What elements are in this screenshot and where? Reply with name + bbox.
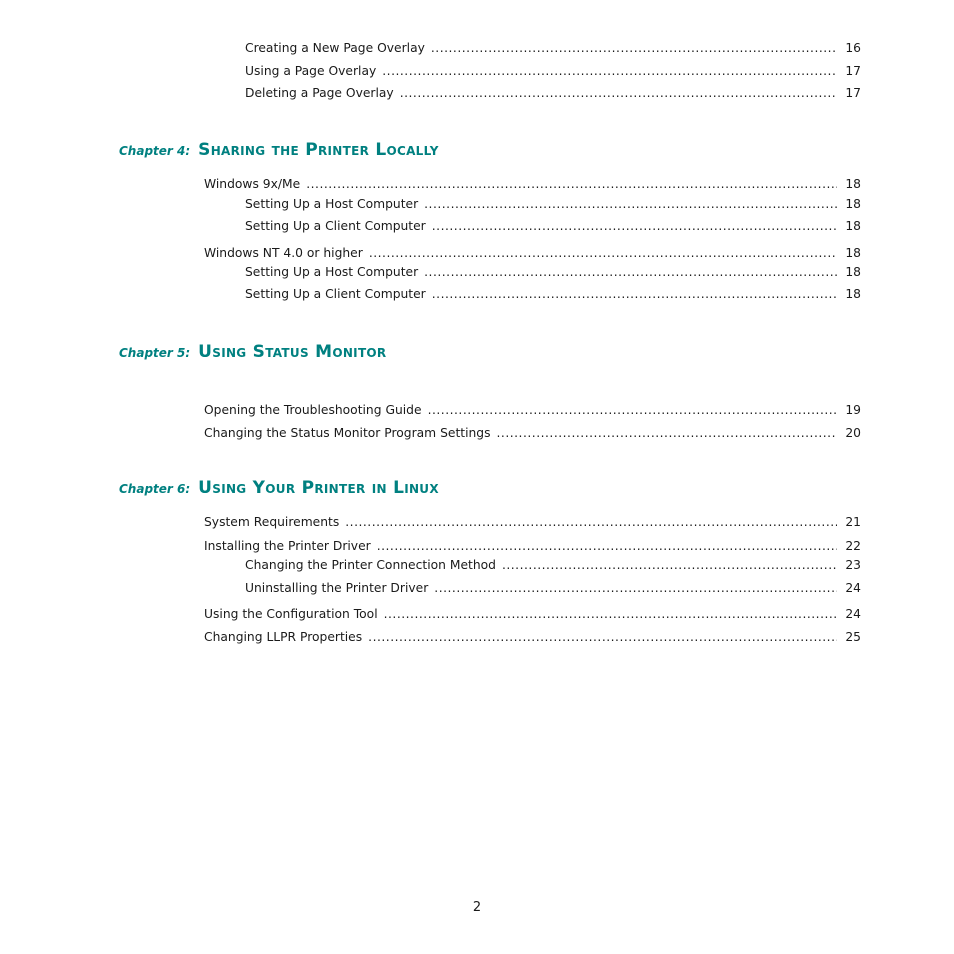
toc-entry-title: Changing the Printer Connection Method: [245, 558, 496, 572]
toc-entry[interactable]: [245, 41, 861, 56]
dot-leader: [431, 41, 837, 56]
toc-entry-page: 25: [845, 630, 861, 644]
toc-entry[interactable]: [204, 403, 861, 418]
dot-leader: [400, 86, 838, 101]
toc-entry[interactable]: [245, 287, 861, 302]
toc-entry-page: 24: [845, 607, 861, 621]
dot-leader: [384, 607, 838, 622]
dot-leader: [424, 265, 837, 280]
toc-entry-page: 17: [845, 64, 861, 78]
dot-leader: [428, 403, 838, 418]
toc-entry-title: Deleting a Page Overlay: [245, 86, 394, 100]
toc-entry-page: 18: [845, 197, 861, 211]
chapter-title: Sharing the Printer Locally: [198, 140, 439, 160]
chapter-heading[interactable]: [119, 140, 439, 160]
toc-entry[interactable]: [245, 64, 861, 79]
dot-leader: [497, 426, 838, 441]
toc-entry-page: 20: [845, 426, 861, 440]
dot-leader: [382, 64, 837, 79]
toc-entry-page: 21: [845, 515, 861, 529]
toc-entry-title: Opening the Troubleshooting Guide: [204, 403, 422, 417]
toc-entry[interactable]: [245, 265, 861, 280]
toc-entry-title: Using a Page Overlay: [245, 64, 377, 78]
toc-entry-page: 18: [845, 219, 861, 233]
toc-entry-title: Uninstalling the Printer Driver: [245, 581, 429, 595]
dot-leader: [377, 539, 838, 554]
toc-entry-title: Windows 9x/Me: [204, 177, 301, 191]
toc-entry-title: Windows NT 4.0 or higher: [204, 246, 363, 260]
chapter-heading[interactable]: [119, 478, 439, 498]
toc-entry-title: Installing the Printer Driver: [204, 539, 371, 553]
toc-entry-title: Setting Up a Host Computer: [245, 265, 419, 279]
toc-entry-title: Setting Up a Client Computer: [245, 219, 426, 233]
chapter-label: Chapter 6:: [119, 482, 191, 496]
toc-entry[interactable]: [204, 607, 861, 622]
toc-entry[interactable]: [245, 86, 861, 101]
toc-entry[interactable]: [245, 558, 861, 573]
chapter-label: Chapter 5:: [119, 346, 191, 360]
dot-leader: [368, 630, 837, 645]
toc-entry-page: 22: [845, 539, 861, 553]
toc-entry[interactable]: [204, 539, 861, 554]
toc-entry[interactable]: [245, 197, 861, 212]
toc-entry-title: Changing the Status Monitor Program Settings: [204, 426, 491, 440]
toc-entry-title: Setting Up a Client Computer: [245, 287, 426, 301]
toc-entry-page: 18: [845, 265, 861, 279]
chapter-heading[interactable]: [119, 342, 386, 362]
toc-entry-page: 18: [845, 287, 861, 301]
toc-entry-title: Creating a New Page Overlay: [245, 41, 425, 55]
toc-entry-page: 16: [845, 41, 861, 55]
chapter-title: Using Your Printer in Linux: [198, 478, 439, 498]
toc-entry[interactable]: [204, 630, 861, 645]
toc-entry-title: Using the Configuration Tool: [204, 607, 378, 621]
toc-entry-page: 19: [845, 403, 861, 417]
chapter-label: Chapter 4:: [119, 144, 191, 158]
toc-entry-page: 18: [845, 246, 861, 260]
page-number: 2: [472, 900, 482, 915]
dot-leader: [434, 581, 837, 596]
toc-entry-page: 18: [845, 177, 861, 191]
toc-entry[interactable]: [204, 515, 861, 530]
chapter-title: Using Status Monitor: [198, 342, 387, 362]
dot-leader: [502, 558, 837, 573]
dot-leader: [424, 197, 837, 212]
toc-entry[interactable]: [245, 581, 861, 596]
dot-leader: [432, 219, 838, 234]
dot-leader: [369, 246, 838, 261]
toc-entry[interactable]: [204, 177, 861, 192]
toc-entry-page: 23: [845, 558, 861, 572]
toc-entry[interactable]: [204, 426, 861, 441]
dot-leader: [345, 515, 837, 530]
toc-entry-title: Setting Up a Host Computer: [245, 197, 419, 211]
toc-entry[interactable]: [204, 246, 861, 261]
toc-entry-title: System Requirements: [204, 515, 340, 529]
toc-entry[interactable]: [245, 219, 861, 234]
toc-entry-page: 17: [845, 86, 861, 100]
toc-entry-title: Changing LLPR Properties: [204, 630, 363, 644]
dot-leader: [432, 287, 838, 302]
toc-entry-page: 24: [845, 581, 861, 595]
dot-leader: [306, 177, 837, 192]
